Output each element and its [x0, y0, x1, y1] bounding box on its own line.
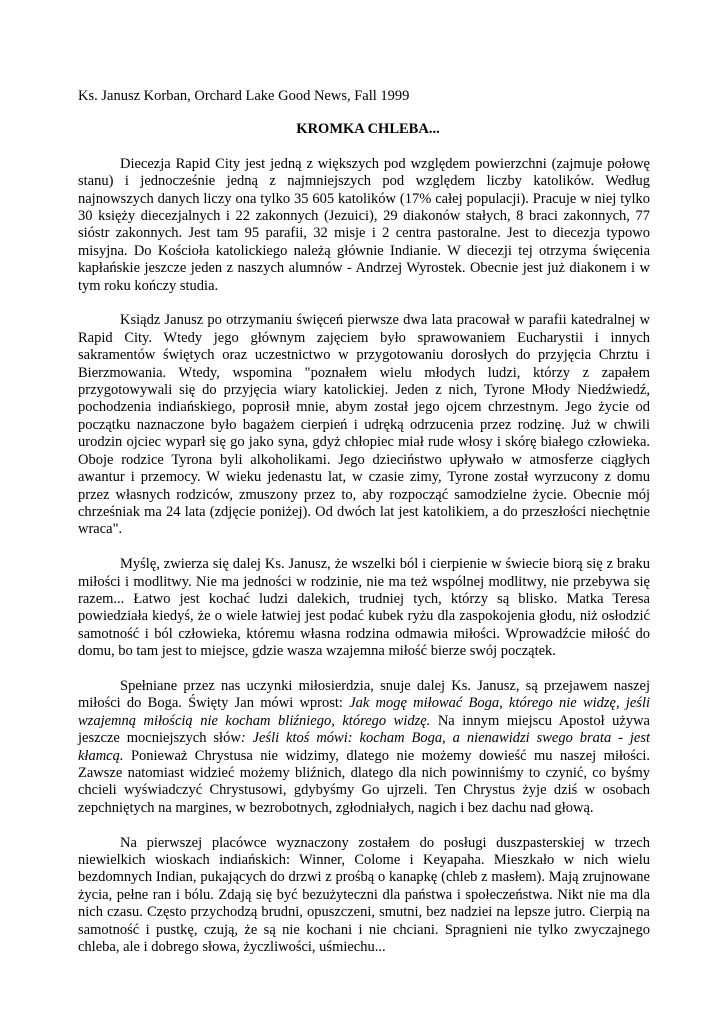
document-page: [78, 88, 650, 956]
scripture-quote: : Jeśli ktoś mówi: kocham Boga, a nienawidzi swego brata - jest kłamcą.: [78, 730, 650, 764]
scripture-quote: Jak mogę miłować Boga, którego nie widzę, jeśli wzajemną miłością nie kocham bliźniego, którego widzę.: [78, 695, 650, 729]
paragraph-text: Na innym miejscu Apostoł używa jeszcze mocniejszych słów: [78, 712, 650, 747]
paragraph-text: Spełniane przez nas uczynki miłosierdzia, snuje dalej Ks. Janusz, są przejawem naszej miłości do Boga. Święty Jan mówi wprost:: [78, 677, 650, 712]
article-title: KROMKA CHLEBA...: [296, 121, 440, 138]
paragraph-text: Diecezja Rapid City jest jedną z większych pod względem powierzchni (zajmuje połowę stanu) i jednocześnie jedną z najmniejszych pod względem liczby katolików. Według najnowszych danych liczy ona tylko 35 605 katolików (17% całej populacji). Pracuje w niej tylko 30 księży diecezjalnych i 22 zakonnych (Jezuici), 29 diakonów stałych, 8 braci zakonnych, 77 sióstr zakonnych. Jest tam 95 parafii, 32 misje i 2 centra pastoralne. Jest to diecezja typowo misyjna. Do Kościoła katolickiego należą głównie Indianie. W diecezji tej otrzyma święcenia kapłańskie jeszcze jeden z naszych alumnów - Andrzej Wyrostek. Obecnie jest już diakonem i w tym roku kończy studia.: [78, 155, 650, 294]
paragraph-1: [78, 156, 650, 295]
paragraph-text: Ksiądz Janusz po otrzymaniu święceń pierwsze dwa lata pracował w parafii katedralnej w Rapid City. Wtedy jego głównym zajęciem było sprawowaniem Eucharystii i innych sakramentów świętych oraz uczestnictwo w przygotowaniu dorosłych do przyjęcia Chrztu i Bierzmowania. Wtedy, wspomina "poznałem wielu młodych ludzi, którzy z zapałem przygotowywali się do przyjęcia wiary katolickiej. Jeden z nich, Tyrone Młody Niedźwiedź, pochodzenia indiańskiego, poprosił mnie, abym został jego ojcem chrzestnym. Jego życie od początku naznaczone było bagażem cierpień i udręką odrzucenia przez rodzinę. Już w chwili urodzin ojciec wyparł się go jako syna, gdyż chłopiec miał rude włosy i skórę białego człowieka. Oboje rodzice Tyrona byli alkoholikami. Jego dzieciństwo upływało w atmosferze ciągłych awantur i przemocy. W wieku jedenastu lat, w czasie zimy, Tyrone został wyrzucony z domu przez własnych rodziców, zmuszony przez to, aby rozpocząć samodzielne życie. Obecnie mój chrześniak ma 24 lata (zdjęcie poniżej). Od dwóch lat jest katolikiem, a do przeszłości niechętnie wraca".: [78, 312, 650, 538]
paragraph-2: [78, 312, 650, 538]
paragraph-text: Ponieważ Chrystusa nie widzimy, dlatego nie możemy dowieść mu naszej miłości. Zawsze natomiast widzieć możemy bliźnich, dlatego dla nich powinniśmy to czynić, co byśmy chcieli wyświadczyć Chrystusowi, gdybyśmy Go ujrzeli. Ten Chrystus żyje dziś w osobach zepchniętych na margines, w bezrobotnych, zgłodniałych, nagich i bez dachu nad głową.: [78, 747, 650, 816]
paragraph-5: [78, 835, 650, 957]
paragraph-text: Myślę, zwierza się dalej Ks. Janusz, że wszelki ból i cierpienie w świecie biorą się z braku miłości i modlitwy. Nie ma jedności w rodzinie, nie ma też wspólnej modlitwy, nie przebywa się razem... Łatwo jest kochać ludzi dalekich, trudniej tych, którzy są blisko. Matka Teresa powiedziała kiedyś, że o wiele łatwiej jest podać kubek ryżu dla zaspokojenia głodu, niż osłodzić samotność i ból człowieka, któremu własna rodzina odmawia miłości. Wprowadźcie miłość do domu, bo tam jest to miejsce, gdzie wasza wzajemna miłość bierze swój początek.: [78, 556, 650, 660]
paragraph-3: [78, 556, 650, 660]
paragraph-text: Na pierwszej placówce wyznaczony zostałem do posługi duszpasterskiej w trzech niewielkich wioskach indiańskich: Winner, Colome i Keyapaha. Mieszkało w nich wielu bezdomnych Indian, pukających do drzwi z prośbą o kanapkę (chleb z masłem). Mają zrujnowane życia, pełne ran i bólu. Zdają się być bezużyteczni dla państwa i społeczeństwa. Nikt nie ma dla nich czasu. Często przychodzą brudni, opuszczeni, smutni, bez nadziei na lepsze jutro. Cierpią na samotność i pustkę, czują, że są nie kochani i nie chciani. Spragnieni nie tylko zwyczajnego chleba, ale i dobrego słowa, życzliwości, uśmiechu...: [78, 834, 650, 956]
source-line: Ks. Janusz Korban, Orchard Lake Good News, Fall 1999: [78, 88, 410, 104]
paragraph-4: [78, 678, 650, 817]
